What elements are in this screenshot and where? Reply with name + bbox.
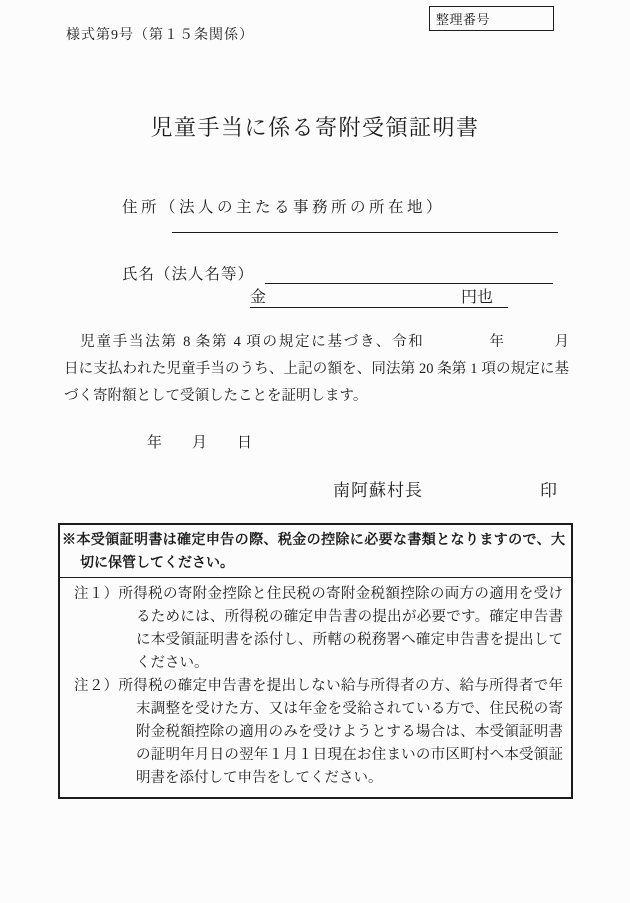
notice-notes — [60, 578, 571, 797]
date-fill-line: 年 月 日 — [147, 435, 253, 451]
note-1-text: 所得税の寄附金控除と住民税の寄附金税額控除の両方の適用を受けるためには、所得税の確定申告書の提出が必要です。確定申告書に本受領証明書を添付し、所轄の税務署へ確定申告書を提出してください。 — [118, 586, 563, 671]
page-title: 児童手当に係る寄附受領証明書 — [150, 115, 480, 140]
note-1-label: 注１） — [74, 586, 119, 602]
note-2-label: 注２） — [74, 678, 119, 694]
amount-fill-line — [250, 284, 508, 308]
form-number: 様式第9号（第１５条関係） — [66, 28, 254, 43]
amount-prefix-label: 金 — [250, 289, 267, 306]
reference-number-label: 整理番号 — [436, 12, 491, 27]
note-2-text: 所得税の確定申告書を提出しない給与所得者の方、給与所得者で年末調整を受けた方、又は年金を受給されている方で、住民税の寄附金税額控除の適用のみを受けようとする場合は、本受領証明書の証明年月日の翌年１月１日現在お住まいの市区町村へ本受領証明書を添付して申告をしてください。 — [118, 678, 563, 786]
note-1 — [74, 583, 563, 675]
name-label: 氏名（法人名等） — [122, 266, 255, 283]
address-label: 住所（法人の主たる事務所の所在地） — [122, 199, 446, 216]
reference-number-box — [429, 6, 554, 31]
notice-warning: ※本受領証明書は確定申告の際、税金の控除に必要な書類となりますので、大切に保管してください。 — [60, 525, 571, 578]
note-2 — [74, 675, 563, 790]
seal-mark: 印 — [540, 481, 557, 500]
certification-paragraph: 児童手当法第 8 条第 4 項の規定に基づき、令和 年 月 日に支払われた児童手当のうち、上記の額を、同法第 20 条第 1 項の規定に基づく寄附額として受領したことを証明します。 — [64, 334, 613, 404]
issuer-name: 南阿蘇村長 — [333, 481, 423, 500]
amount-suffix-label: 円也 — [460, 289, 493, 306]
notice-box — [58, 523, 573, 799]
address-fill-line — [172, 232, 558, 233]
